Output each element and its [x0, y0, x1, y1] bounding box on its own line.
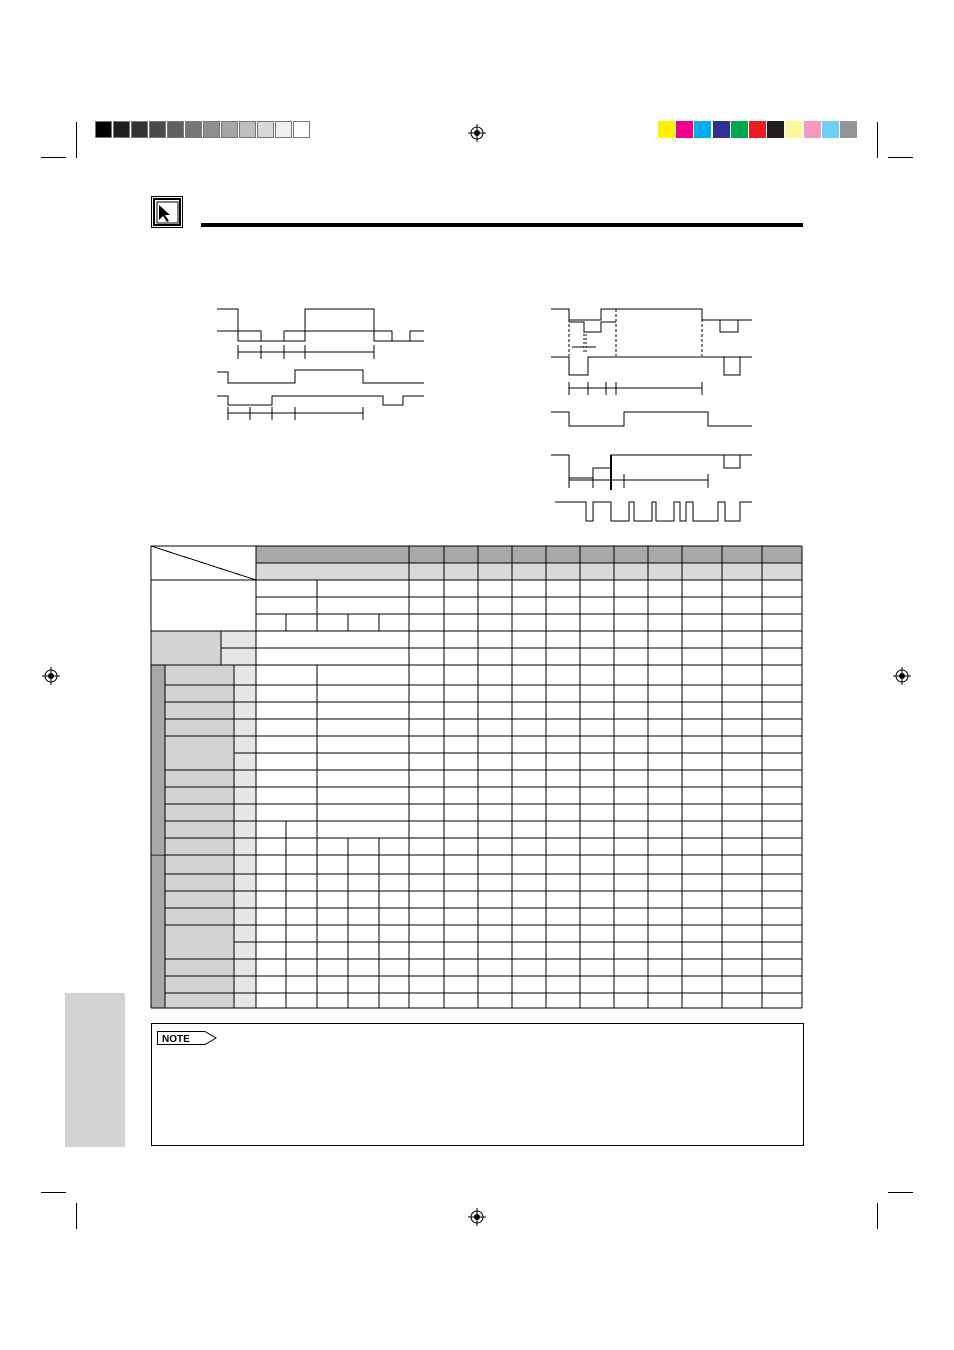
table-group-bar-1 [151, 665, 165, 854]
table-row-label-cell [165, 702, 234, 719]
note-box [151, 1023, 804, 1146]
table-row-label-cell [165, 891, 234, 908]
table-row-label-cell [165, 787, 234, 804]
table-row-label-cell [165, 838, 234, 855]
color-swatch [804, 121, 821, 138]
table-header-row-1 [256, 546, 802, 563]
gray-swatch [167, 121, 184, 138]
registration-mark-bottom [468, 1208, 486, 1226]
color-swatch [749, 121, 766, 138]
table-row-label-cell [165, 719, 234, 736]
table-group-bar-2 [151, 855, 165, 1008]
table-row-unit-cell [234, 804, 256, 821]
note-label-icon [157, 1031, 217, 1045]
table-row-label-cell [165, 993, 234, 1008]
table-row-unit-cell [234, 665, 256, 685]
gray-swatch [257, 121, 274, 138]
table-row-unit-cell [234, 993, 256, 1008]
color-swatch [731, 121, 748, 138]
gray-swatch [113, 121, 130, 138]
table-row-label-cell [165, 925, 234, 942]
gray-swatch [275, 121, 292, 138]
table-row-label-cell [165, 685, 234, 702]
color-swatch [713, 121, 730, 138]
color-swatch [694, 121, 711, 138]
table-row-label-cell [165, 976, 234, 993]
crop-mark-bottom-right-horizontal [888, 1192, 913, 1193]
gray-swatch [203, 121, 220, 138]
table-row-label-cell [165, 855, 234, 874]
table-row-unit-cell [234, 855, 256, 874]
table-row-label-cell [165, 736, 234, 753]
color-swatch [767, 121, 784, 138]
table-row-label-cell [165, 804, 234, 821]
table-row-unit-cell [234, 838, 256, 855]
color-swatch [658, 121, 675, 138]
table-row-label-cell [165, 753, 234, 770]
table-row-label-cell [165, 821, 234, 838]
gray-swatch [185, 121, 202, 138]
table-row-unit-cell [234, 753, 256, 770]
table-row-unit-cell [234, 770, 256, 787]
table-row-sublabel-a [221, 631, 256, 648]
table-row-unit-cell [234, 702, 256, 719]
gray-swatch [293, 121, 310, 138]
table-row-group-label [151, 631, 221, 665]
table-row-unit-cell [234, 942, 256, 959]
table-row-unit-cell [234, 925, 256, 942]
color-swatch [840, 121, 857, 138]
table-row-label-cell [165, 665, 234, 685]
gray-swatch [239, 121, 256, 138]
crop-mark-bottom-left-horizontal [41, 1192, 66, 1193]
table-row-unit-cell [234, 959, 256, 976]
table-row-unit-cell [234, 874, 256, 891]
table-row-unit-cell [234, 685, 256, 702]
gray-swatch [149, 121, 166, 138]
table-row-label-cell [165, 874, 234, 891]
table-header-row-2 [256, 563, 802, 580]
side-tab [65, 993, 125, 1147]
color-swatch [785, 121, 802, 138]
table-row-unit-cell [234, 891, 256, 908]
note-label-text: NOTE [162, 1034, 190, 1045]
table-row-label-cell [165, 908, 234, 925]
crop-mark-bottom-left-vertical [76, 1203, 77, 1229]
table-row-label-cell [165, 959, 234, 976]
color-swatch [822, 121, 839, 138]
gray-swatch [95, 121, 112, 138]
gray-swatch [221, 121, 238, 138]
table-row-unit-cell [234, 976, 256, 993]
table-row-unit-cell [234, 821, 256, 838]
table-row-unit-cell [234, 908, 256, 925]
table-row-label-cell [165, 942, 234, 959]
table-row-sublabel-b [221, 648, 256, 665]
table-row-label-cell [165, 770, 234, 787]
table-row-unit-cell [234, 736, 256, 753]
crop-mark-bottom-right-vertical [877, 1203, 878, 1229]
gray-swatch [131, 121, 148, 138]
color-swatch [676, 121, 693, 138]
table-row-unit-cell [234, 787, 256, 804]
table-row-unit-cell [234, 719, 256, 736]
